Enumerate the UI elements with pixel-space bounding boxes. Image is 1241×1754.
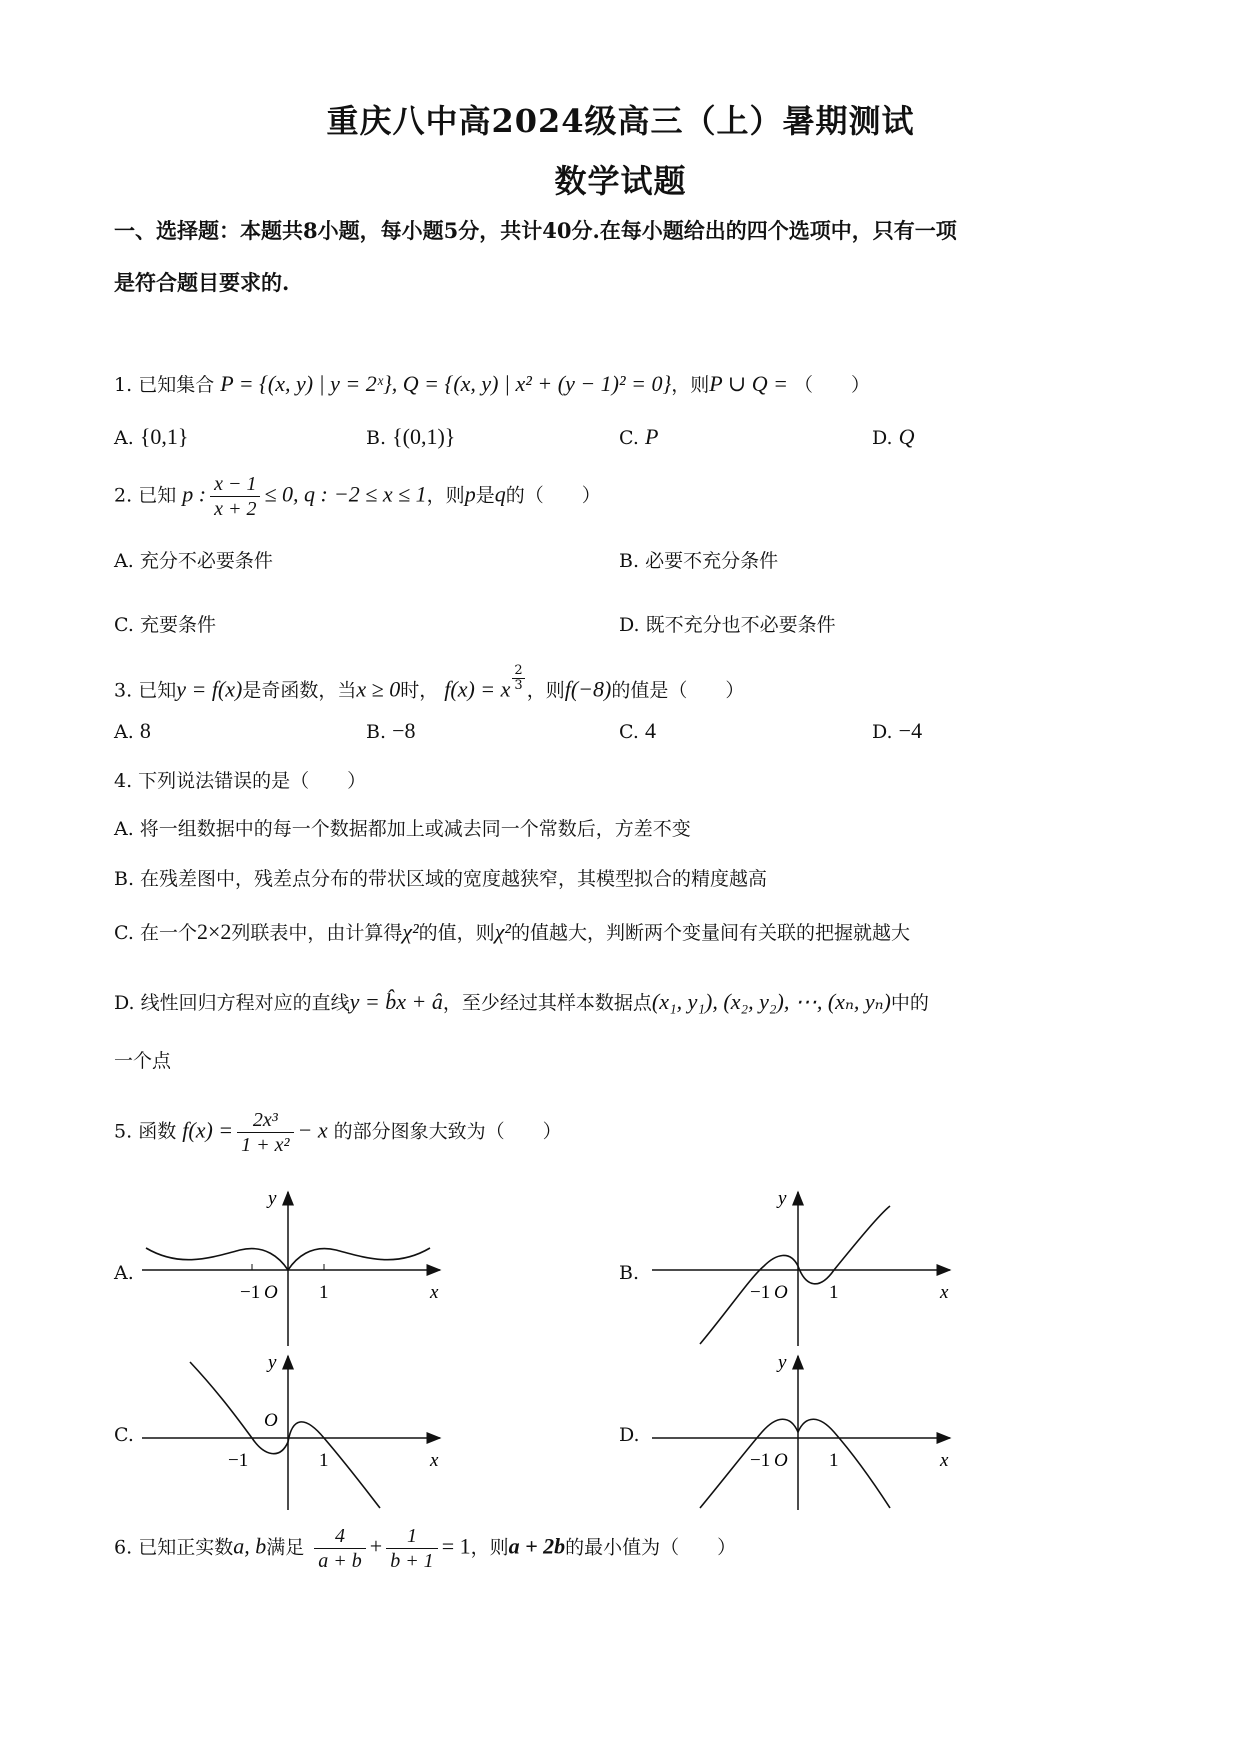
graph-d-label[interactable]: D. [619, 1424, 640, 1446]
q3-ask: f(−8) [564, 676, 612, 702]
q2-of: 的（ ） [505, 484, 601, 507]
q3-option-b[interactable]: B. −8 [366, 718, 416, 743]
q5-prefix: 函数 [138, 1120, 177, 1143]
q6-text2: ，则 [470, 1536, 509, 1559]
origin-label: O [774, 1450, 788, 1471]
q2-prefix: 已知 [138, 484, 177, 507]
tick-pos-label: 1 [319, 1282, 329, 1303]
q2-option-a[interactable]: A. 充分不必要条件 [114, 550, 273, 572]
q4-option-c[interactable]: C. 在一个2×2列联表中，由计算得χ²的值，则χ²的值越大，判断两个变量间有关联的把握就越大 [114, 919, 910, 944]
graph-c-label[interactable]: C. [114, 1424, 134, 1446]
question-3 [114, 664, 744, 702]
q2-q-cond: −2 ≤ x ≤ 1 [333, 481, 427, 507]
q3-func: y = f(x) [176, 676, 243, 702]
q5-minus: − x [297, 1117, 328, 1143]
curve [700, 1206, 890, 1344]
graph-d [650, 1352, 960, 1514]
x-label: x [940, 1282, 949, 1303]
q5-fraction: $\frac{\text{2x³}}{\text{1 + x²}}$ [237, 1108, 293, 1157]
q2-option-c[interactable]: C. 充要条件 [114, 614, 216, 636]
q3-exponent: 2 3 [514, 663, 523, 693]
tick-neg-label: −1 [750, 1450, 771, 1471]
q4-option-a[interactable]: A. 将一组数据中的每一个数据都加上或减去同一个常数后，方差不变 [114, 818, 691, 840]
tick-pos-label: 1 [319, 1450, 329, 1471]
q2-option-d[interactable]: D. 既不充分也不必要条件 [619, 614, 836, 636]
q1-math: P = {(x, y) | y = 2ˣ}, Q = {(x, y) | x² + (y − 1)² = 0} [220, 371, 672, 396]
q3-option-a[interactable]: A. 8 [114, 718, 151, 743]
origin-label: O [264, 1282, 278, 1303]
curve [700, 1419, 890, 1508]
section-heading [114, 205, 1134, 309]
graph-b [650, 1188, 960, 1350]
question-5 [114, 1108, 562, 1157]
tick-pos-label: 1 [829, 1282, 839, 1303]
x-label: x [940, 1450, 949, 1471]
q6-text1: 满足 [266, 1536, 305, 1559]
q6-fraction-1: $\frac{4}{a + b}$ [314, 1524, 366, 1573]
page-title: 重庆八中高2024级高三（上）暑期测试 [326, 102, 915, 140]
q6-plus: + [369, 1533, 383, 1559]
page-subtitle: 数学试题 [554, 162, 687, 200]
q6-number: 6. [114, 1536, 133, 1559]
q1-bracket: （ ） [794, 374, 871, 396]
y-label: y [778, 1352, 787, 1373]
q3-text2: 时， [400, 679, 439, 702]
q2-cond-rest: ≤ 0, q : [264, 481, 328, 507]
q3-prefix: 已知 [138, 679, 177, 702]
q3-fx: f(x) = x [444, 676, 511, 702]
q2-option-b[interactable]: B. 必要不充分条件 [619, 550, 779, 572]
q4-option-d-cont: 一个点 [114, 1050, 172, 1072]
graph-a [140, 1188, 450, 1350]
y-label: y [268, 1188, 277, 1209]
q6-text3: 的最小值为（ ） [565, 1536, 737, 1559]
graph-c [140, 1352, 450, 1514]
question-2 [114, 472, 601, 521]
tick-neg-label: −1 [228, 1450, 249, 1471]
q3-text4: 的值是（ ） [611, 679, 745, 702]
tick-neg-label: −1 [240, 1282, 261, 1303]
q1-option-c[interactable]: C. P [619, 424, 659, 449]
q6-eq: = 1 [441, 1533, 471, 1559]
q4-option-d[interactable]: D. 线性回归方程对应的直线y = b̂x + â，至少经过其样本数据点(x₁, y₁), (x₂, y₂), ⋯, (xₙ, yₙ)中的 [114, 989, 929, 1014]
q1-option-b[interactable]: B. {(0,1)} [366, 424, 456, 449]
q3-cond: x ≥ 0 [356, 676, 401, 702]
q1-number: 1. [114, 374, 133, 396]
graph-a-label[interactable]: A. [114, 1262, 134, 1284]
q2-number: 2. [114, 484, 133, 507]
q6-prefix: 已知正实数 [138, 1536, 234, 1559]
origin-label: O [264, 1410, 278, 1431]
q2-q: q [494, 481, 506, 507]
q2-p-label: p : [182, 481, 207, 507]
q6-expr: a + 2b [508, 1533, 566, 1559]
q2-p: p [464, 481, 476, 507]
q3-option-d[interactable]: D. −4 [872, 718, 923, 743]
q5-number: 5. [114, 1120, 133, 1143]
question-1 [114, 370, 870, 397]
q5-fx: f(x) = [182, 1117, 234, 1143]
q6-vars: a, b [233, 1533, 267, 1559]
question-6 [114, 1524, 736, 1573]
x-label: x [430, 1282, 439, 1303]
q6-fraction-2: $\frac{1}{b + 1}$ [386, 1524, 438, 1573]
q1-option-d[interactable]: D. Q [872, 424, 915, 449]
q3-text1: 是奇函数，当 [242, 679, 357, 702]
q1-math2: P ∪ Q = [709, 371, 788, 396]
q3-number: 3. [114, 679, 133, 702]
q3-text3: ，则 [526, 679, 565, 702]
question-4: 4. 下列说法错误的是（ ） [114, 770, 367, 792]
q2-mid: ，则 [426, 484, 465, 507]
tick-pos-label: 1 [829, 1450, 839, 1471]
section-heading-line1: 一、选择题：本题共8小题，每小题5分，共计40分.在每小题给出的四个选项中，只有一项 [114, 218, 957, 243]
curve [190, 1362, 380, 1508]
q2-is: 是 [475, 484, 495, 507]
q3-option-c[interactable]: C. 4 [619, 718, 656, 743]
tick-neg-label: −1 [750, 1282, 771, 1303]
q5-suffix: 的部分图象大致为（ ） [333, 1120, 562, 1143]
y-label: y [778, 1188, 787, 1209]
section-heading-line2: 是符合题目要求的. [114, 270, 290, 295]
q4-option-b[interactable]: B. 在残差图中，残差点分布的带状区域的宽度越狭窄，其模型拟合的精度越高 [114, 868, 768, 890]
q1-suffix: ，则 [671, 374, 710, 396]
y-label: y [268, 1352, 277, 1373]
q1-option-a[interactable]: A. {0,1} [114, 424, 189, 449]
x-label: x [430, 1450, 439, 1471]
q1-prefix: 已知集合 [138, 374, 215, 396]
origin-label: O [774, 1282, 788, 1303]
graph-b-label[interactable]: B. [619, 1262, 640, 1284]
q2-fraction: $\frac{x - 1}{x + 2}$ [210, 472, 260, 521]
